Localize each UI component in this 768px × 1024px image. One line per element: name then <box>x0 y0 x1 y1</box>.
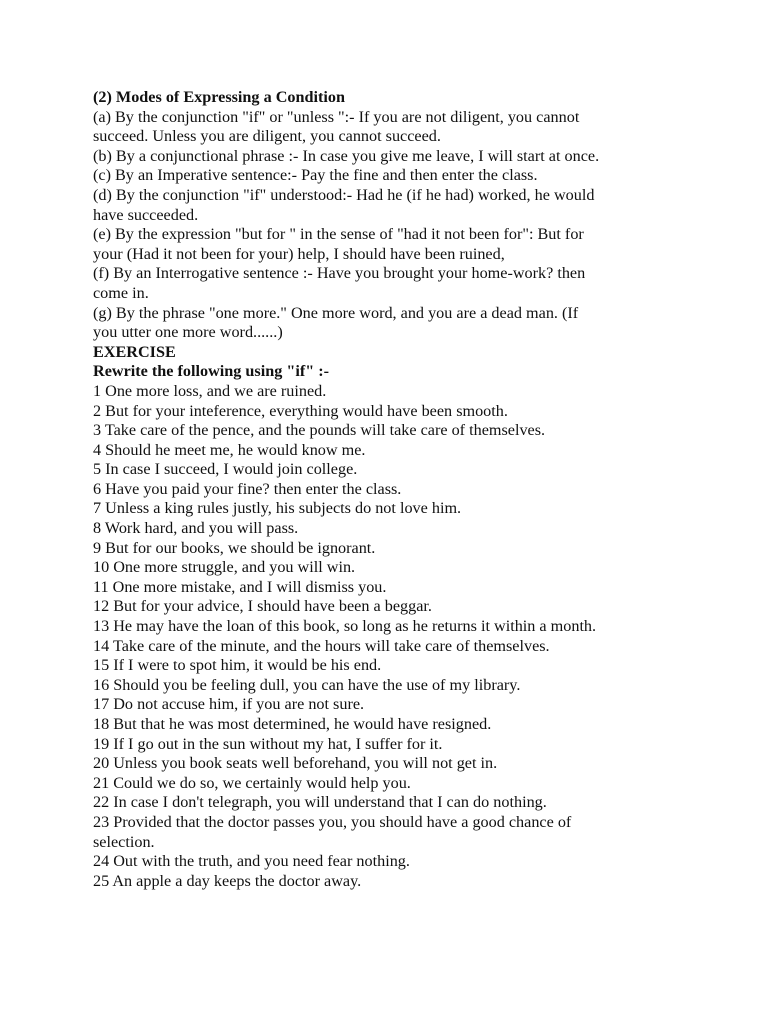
exercise-item <box>93 695 693 715</box>
mode-item-g <box>93 304 693 343</box>
mode-line: (a) By the conjunction "if" or "unless ":- If you are not diligent, you cannot <box>93 107 580 126</box>
exercise-item-line: selection. <box>93 832 155 851</box>
exercise-item <box>93 402 693 422</box>
mode-item-b <box>93 147 693 167</box>
exercise-item-line: 15 If I were to spot him, it would be his end. <box>93 656 382 675</box>
exercise-item <box>93 578 693 598</box>
exercise-item <box>93 656 693 676</box>
section-heading: (2) Modes of Expressing a Condition <box>93 88 345 106</box>
mode-item-f <box>93 264 693 303</box>
exercise-item-line: 22 In case I don't telegraph, you will understand that I can do nothing. <box>93 793 547 812</box>
mode-line: (b) By a conjunctional phrase :- In case you give me leave, I will start at once. <box>93 146 600 165</box>
exercise-item <box>93 480 693 500</box>
mode-line: (f) By an Interrogative sentence :- Have you brought your home-work? then <box>93 264 586 283</box>
exercise-list <box>93 382 693 891</box>
exercise-item <box>93 558 693 578</box>
exercise-item <box>93 793 693 813</box>
exercise-item <box>93 852 693 872</box>
exercise-item-line: 13 He may have the loan of this book, so long as he returns it within a month. <box>93 617 597 636</box>
exercise-item <box>93 597 693 617</box>
exercise-item <box>93 499 693 519</box>
mode-item-a <box>93 108 693 147</box>
modes-list <box>93 108 693 343</box>
exercise-item-line: 10 One more struggle, and you will win. <box>93 558 356 577</box>
mode-line: succeed. Unless you are diligent, you cannot succeed. <box>93 127 441 146</box>
exercise-item-line: 21 Could we do so, we certainly would help you. <box>93 773 411 792</box>
mode-line: come in. <box>93 283 149 302</box>
exercise-item <box>93 637 693 657</box>
exercise-title: EXERCISE <box>93 342 176 361</box>
exercise-item <box>93 676 693 696</box>
exercise-item-line: 16 Should you be feeling dull, you can have the use of my library. <box>93 675 521 694</box>
exercise-item-line: 9 But for our books, we should be ignorant. <box>93 538 376 557</box>
exercise-item <box>93 754 693 774</box>
mode-item-e <box>93 225 693 264</box>
document-page <box>93 88 693 891</box>
exercise-item-line: 6 Have you paid your fine? then enter the class. <box>93 479 402 498</box>
mode-line: (g) By the phrase "one more." One more word, and you are a dead man. (If <box>93 303 579 322</box>
exercise-item-line: 20 Unless you book seats well beforehand, you will not get in. <box>93 754 498 773</box>
mode-line: you utter one more word......) <box>93 323 283 342</box>
mode-line: your (Had it not been for your) help, I should have been ruined, <box>93 244 505 263</box>
exercise-item <box>93 539 693 559</box>
exercise-item <box>93 735 693 755</box>
mode-line: (d) By the conjunction "if" understood:- Had he (if he had) worked, he would <box>93 185 595 204</box>
exercise-item-line: 24 Out with the truth, and you need fear nothing. <box>93 852 410 871</box>
mode-item-c <box>93 166 693 186</box>
exercise-instruction: Rewrite the following using "if" :- <box>93 362 330 381</box>
exercise-item-line: 1 One more loss, and we are ruined. <box>93 381 327 400</box>
exercise-item-line: 3 Take care of the pence, and the pounds will take care of themselves. <box>93 421 546 440</box>
exercise-item <box>93 872 693 892</box>
exercise-item <box>93 617 693 637</box>
exercise-item-line: 8 Work hard, and you will pass. <box>93 519 299 538</box>
mode-line: have succeeded. <box>93 205 199 224</box>
mode-line: (c) By an Imperative sentence:- Pay the fine and then enter the class. <box>93 166 538 185</box>
exercise-item-line: 7 Unless a king rules justly, his subjects do not love him. <box>93 499 462 518</box>
exercise-item-line: 25 An apple a day keeps the doctor away. <box>93 871 362 890</box>
exercise-item-line: 5 In case I succeed, I would join college. <box>93 460 358 479</box>
exercise-item <box>93 774 693 794</box>
exercise-item <box>93 382 693 402</box>
exercise-item-line: 19 If I go out in the sun without my hat, I suffer for it. <box>93 734 443 753</box>
exercise-item-line: 11 One more mistake, and I will dismiss you. <box>93 577 387 596</box>
exercise-item-line: 23 Provided that the doctor passes you, you should have a good chance of <box>93 812 572 831</box>
exercise-item-line: 17 Do not accuse him, if you are not sure. <box>93 695 365 714</box>
exercise-item-line: 18 But that he was most determined, he would have resigned. <box>93 715 492 733</box>
exercise-item <box>93 715 693 735</box>
exercise-item-line: 14 Take care of the minute, and the hours will take care of themselves. <box>93 636 550 655</box>
mode-line: (e) By the expression "but for " in the sense of "had it not been for": But for <box>93 225 584 244</box>
exercise-item <box>93 519 693 539</box>
exercise-item-line: 2 But for your inteference, everything would have been smooth. <box>93 401 508 420</box>
exercise-item-line: 12 But for your advice, I should have been a beggar. <box>93 597 432 616</box>
exercise-item <box>93 441 693 461</box>
exercise-item <box>93 421 693 441</box>
exercise-item <box>93 460 693 480</box>
mode-item-d <box>93 186 693 225</box>
exercise-item-line: 4 Should he meet me, he would know me. <box>93 440 366 459</box>
exercise-item <box>93 813 693 852</box>
